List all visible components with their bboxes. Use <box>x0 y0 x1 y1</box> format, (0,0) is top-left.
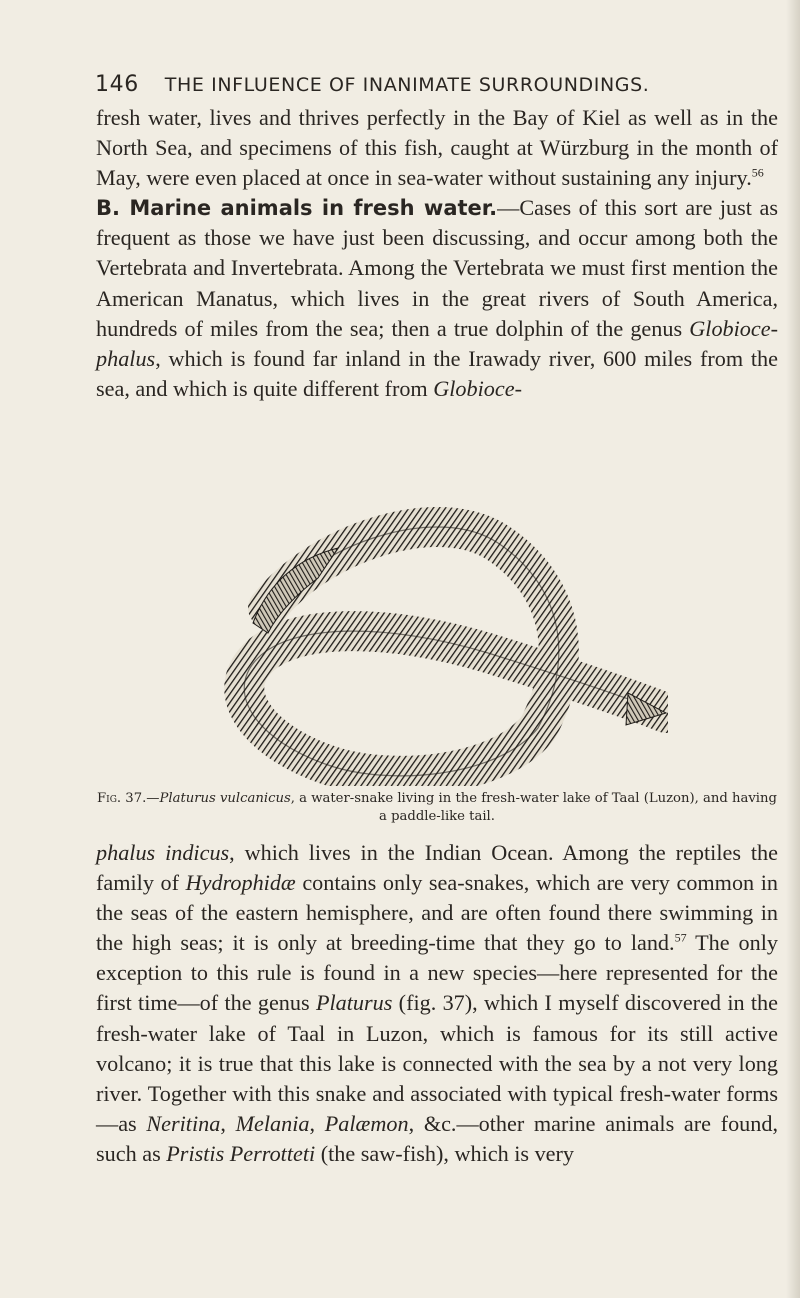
para3-text-c: The only exception to this rule is found in a new species—here represented for the first time—of the genus <box>96 930 778 1016</box>
para3-text-a: , which lives in the Indian Ocean. Among the reptiles the family of <box>96 840 778 896</box>
caption-dash: — <box>146 791 160 806</box>
caption-text: , a water-snake living in the fresh-water lake of Taal (Luzon), and having a paddle-like tail. <box>290 791 777 824</box>
section-heading-b: B. Marine animals in fresh water. <box>96 196 498 221</box>
figure-caption <box>96 790 778 826</box>
footnote-ref-56: 56 <box>751 165 764 180</box>
paragraph-3 <box>96 838 778 1169</box>
para3-text-b: contains only sea-snakes, which are very common in the seas of the eastern hemisphere, and are often found there swimming in the high seas; it is only at breeding-time that they go to land. <box>96 870 778 956</box>
paragraph-1 <box>96 103 778 404</box>
sea-snake-illustration <box>198 503 668 786</box>
para3-text-f: (the saw-fish), which is very <box>315 1140 574 1166</box>
family-hydrophidae: Hydrophidæ <box>185 870 296 896</box>
para3-text-d: (fig. 37), which I myself discovered in the fresh-water lake of Taal in Luzon, which is famous for its still active volcano; it is true that this lake is connected with the sea by a not very long river. Together with this snake and associated with typical fresh-water forms—as <box>96 990 778 1136</box>
footnote-ref-57: 57 <box>674 930 687 945</box>
para2-text-a: —Cases of this sort are just as frequent as those we have just been discussing, and occur among both the Vertebrata and Invertebrata. Among the Vertebrata we must first mention the American Manatus, which lives in the great rivers of South America, hundreds of miles from the sea; then a true dolphin of the genus <box>96 195 778 341</box>
species-phalus-indicus: phalus indicus <box>96 840 230 865</box>
separator: , <box>220 1110 236 1136</box>
genus-melania: Melania <box>235 1110 310 1136</box>
separator: , <box>309 1110 325 1136</box>
genus-platurus: Platurus <box>315 990 393 1016</box>
species-pristis-perrotteti: Pristis Perrotteti <box>166 1140 316 1166</box>
para2-text-b: , which is found far inland in the Irawady river, 600 miles from the sea, and which is quite different from <box>96 345 778 401</box>
genus-globiocephalus-continued: Globioce- <box>433 375 522 401</box>
page-edge-shadow <box>786 0 800 1298</box>
figure-label: Fig. 37. <box>97 791 147 806</box>
page-number: 146 <box>95 72 139 97</box>
figure-species: Platurus vulcanicus <box>159 791 291 806</box>
genus-neritina: Neritina <box>146 1110 221 1136</box>
running-header <box>95 72 760 97</box>
genus-globiocephalus: Globiocephalus <box>96 315 778 371</box>
genus-palaemon: Palæmon <box>324 1110 409 1136</box>
para1-text: fresh water, lives and thrives perfectly in the Bay of Kiel as well as in the North Sea, and specimens of this fish, caught at Würzburg in the month of May, were even placed at once in sea-water without sustaining any injury. <box>96 105 778 191</box>
running-title: THE INFLUENCE OF INANIMATE SURROUNDINGS. <box>164 74 650 96</box>
para3-text-e: , &c.—other marine animals are found, such as <box>96 1110 778 1166</box>
